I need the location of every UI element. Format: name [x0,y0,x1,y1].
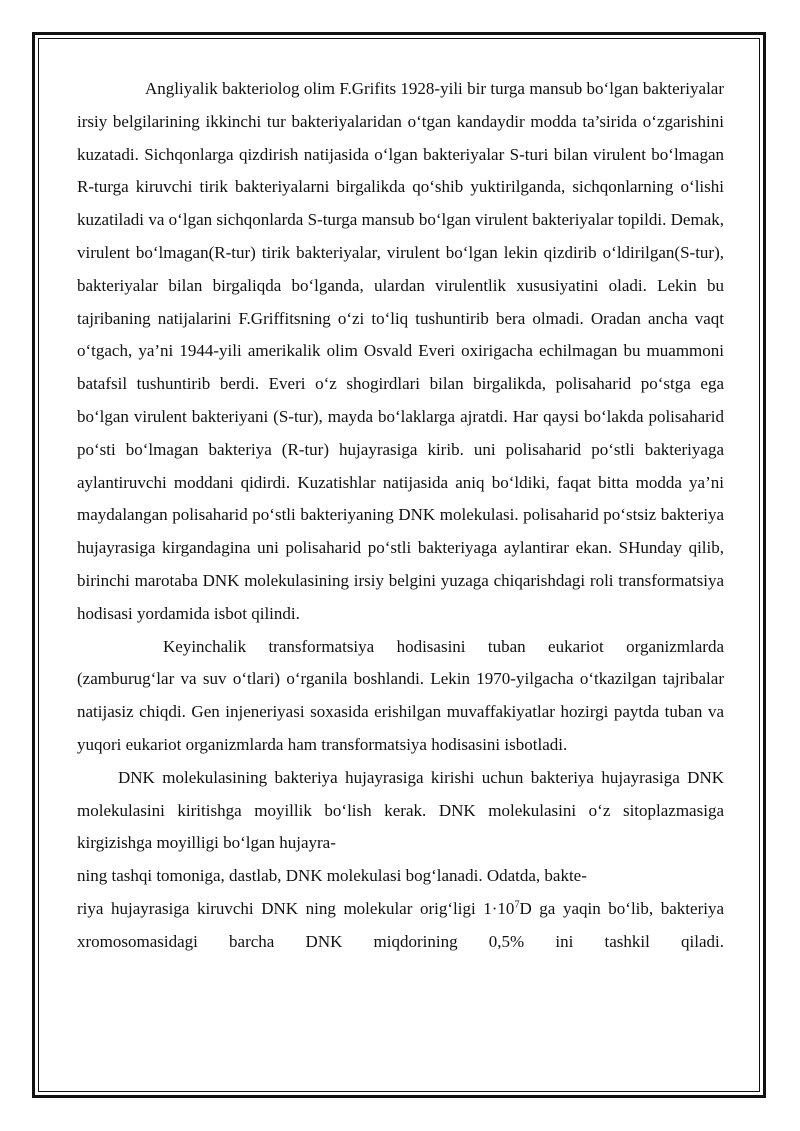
paragraph-griffith-experiment: Angliyalik bakteriolog olim F.Grifits 1928-yili bir turga mansub bo‘lgan bakteriyalar irsiy belgilarining ikkinchi tur bakteriyalaridan o‘tgan kandaydir modda ta’sirida o‘zgarishini kuzatadi. Sichqonlarga qizdirish natijasida o‘lgan bakteriyalar S-turi bilan virulent bo‘lmagan R-turga kiruvchi tirik bakteriyalarni birgalikda qo‘shib yuktirilganda, sichqonlarning o‘lishi kuzatiladi va o‘lgan sichqonlarda S-turga mansub bo‘lgan virulent bakteriyalar topildi. Demak, virulent bo‘lmagan(R-tur) tirik bakteriyalar, virulent bo‘lgan lekin qizdirib o‘ldirilgan(S-tur), bakteriyalar bilan birgaliqda bo‘lganda, ulardan virulentlik xususiyatini oladi. Lekin bu tajribaning natijalarini F.Griffitsning o‘zi to‘liq tushuntirib bera olmadi. Oradan ancha vaqt o‘tgach, ya’ni 1944-yili amerikalik olim Osvald Everi oxirigacha echilmagan bu muammoni batafsil tushuntirib berdi. Everi o‘z shogirdlari bilan birgalikda, polisaharid po‘stga ega bo‘lgan virulent bakteriyani (S-tur), mayda bo‘laklarga ajratdi. Har qaysi bo‘lakda polisaharid po‘sti bo‘lmagan bakteriya (R-tur) hujayrasiga kirib. uni polisaharid po‘stli bakteriyaga aylantiruvchi moddani qidirdi. Kuzatishlar natijasida aniq bo‘ldiki, faqat bitta modda ya’ni maydalangan polisaharid po‘stli bakteriyaning DNK molekulasi. polisaharid po‘stsiz bakteriya hujayrasiga kirgandagina uni polisaharid po‘stli bakteriyaga aylantirar ekan. SHunday qilib, birinchi marotaba DNK molekulasining irsiy belgini yuzaga chiqarishdagi roli transformatsiya hodisasi yordamida isbot qilindi. [77,79,724,623]
molecular-mass-text: riya hujayrasiga kiruvchi DNK ning molekular orig‘ligi 1·10 [77,898,515,918]
document-body [77,73,724,959]
molecular-mass-text-cont: D ga yaqin bo‘lib, bakteriya xromosomasidagi barcha DNK miqdorining 0,5% ini tashkil qiladi. [77,898,724,951]
exponent-superscript: 7 [514,899,520,911]
paragraph-molecular-mass [77,893,724,959]
paragraph-dna-entry: DNK molekulasining bakteriya hujayrasiga kirishi uchun bakteriya hujayrasiga DNK molekulasini kiritishga moyillik bo‘lish kerak. DNK molekulasini o‘z sitoplazmasiga kirgizishga moyilligi bo‘lgan hujayra- [77,767,724,853]
paragraph-dna-binding-line: ning tashqi tomoniga, dastlab, DNK molekulasi bog‘lanadi. Odatda, bakte- [77,866,587,886]
paragraph-eukaryote-transformation: Keyinchalik transformatsiya hodisasini tuban eukariot organizmlarda (zamburug‘lar va suv o‘tlari) o‘rganila boshlandi. Lekin 1970-yilgacha o‘tkazilgan tajribalar natijasiz chiqdi. Gen injeneriyasi soxasida erishilgan muvaffakiyatlar hozirgi paytda tuban va yuqori eukariot organizmlarda ham transformatsiya hodisasini isbotladi. [77,636,724,754]
